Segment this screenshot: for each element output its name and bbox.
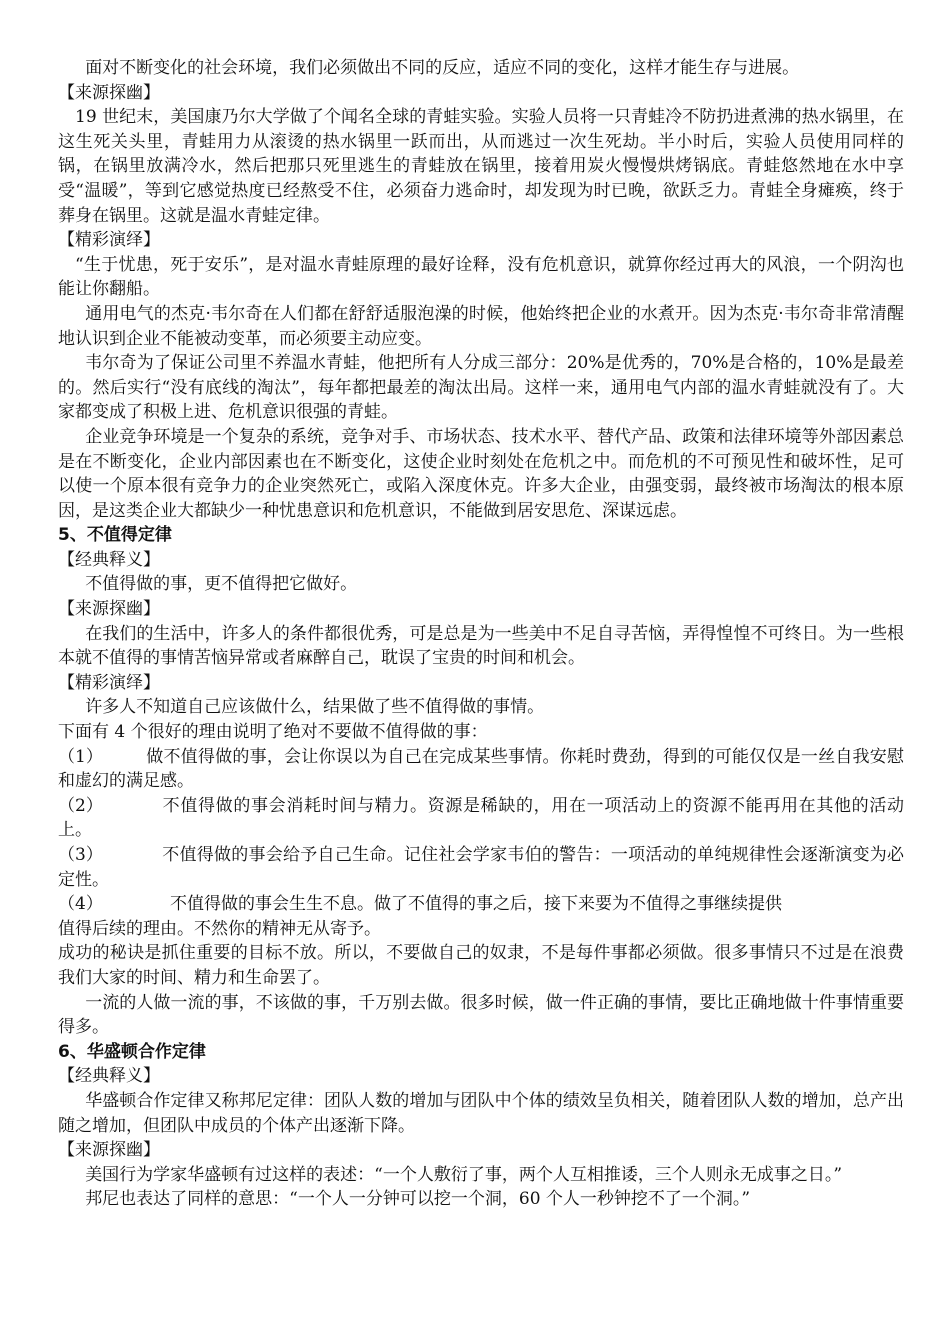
section-tag-source: 【来源探幽】 [58, 1140, 160, 1161]
list-item [58, 745, 904, 794]
paragraph: 华盛顿合作定律又称邦尼定律：团队人数的增加与团队中个体的绩效呈负相关，随着团队人数的增加，总产出随之增加，但团队中成员的个体产出逐渐下降。 [58, 1090, 904, 1136]
paragraph: 许多人不知道自己应该做什么，结果做了些不值得做的事情。 [85, 697, 545, 718]
paragraph: 韦尔奇为了保证公司里不养温水青蛙，他把所有人分成三部分：20%是优秀的，70%是合格的，10%是最差的。然后实行“没有底线的淘汰”，每年都把最差的淘汰出局。这样一来，通用电气内部的温水青蛙就没有了。大家都变成了积极上进、危机意识很强的青蛙。 [58, 353, 904, 423]
list-item-text: 不值得做的事会给予自己生命。记住社会学家韦伯的警告：一项活动的单纯规律性会逐渐演变为必定性。 [58, 845, 904, 890]
list-item-number: （1） [58, 746, 103, 767]
paragraph: 邦尼也表达了同样的意思：“一个人一分钟可以挖一个洞，60 个人一秒钟挖不了一个洞。” [85, 1189, 751, 1210]
paragraph: 通用电气的杰克·韦尔奇在人们都在舒舒适服泡澡的时候，他始终把企业的水煮开。因为杰克·韦尔奇非常清醒地认识到企业不能被动变革，而必须要主动应变。 [58, 303, 904, 349]
paragraph: “生于忧患，死于安乐”，是对温水青蛙原理的最好诠释，没有危机意识，就算你经过再大的风浪，一个阴沟也能让你翻船。 [58, 254, 904, 300]
list-item [58, 843, 904, 892]
list-item-text: 不值得做的事会消耗时间与精力。资源是稀缺的，用在一项活动上的资源不能再用在其他的活动上。 [58, 795, 904, 841]
list-item-text: 做不值得做的事，会让你误以为自己在完成某些事情。你耗时费劲，得到的可能仅仅是一丝自我安慰和虚幻的满足感。 [58, 746, 904, 792]
paragraph: 美国行为学家华盛顿有过这样的表述：“一个人敷衍了事，两个人互相推诿，三个人则永无成事之日。” [85, 1164, 843, 1185]
section-tag-definition: 【经典释义】 [58, 549, 160, 570]
paragraph: 值得后续的理由。不然你的精神无从寄予。 [58, 918, 381, 939]
list-item [58, 892, 904, 917]
list-item-number: （4） [58, 894, 103, 915]
section-tag-source: 【来源探幽】 [58, 82, 160, 103]
list-item [58, 794, 904, 843]
section-heading: 6、华盛顿合作定律 [58, 1041, 206, 1062]
section-heading: 5、不值得定律 [58, 525, 172, 546]
paragraph: 在我们的生活中，许多人的条件都很优秀，可是总是为一些美中不足自寻苦恼，弄得惶惶不可终日。为一些根本就不值得的事情苦恼异常或者麻醉自己，耽误了宝贵的时间和机会。 [58, 623, 904, 669]
paragraph: 19 世纪末，美国康乃尔大学做了个闻名全球的青蛙实验。实验人员将一只青蛙冷不防扔进煮沸的热水锅里，在这生死关头里，青蛙用力从滚烫的热水锅里一跃而出，从而逃过一次生死劫。半小时后，实验人员使用同样的锅，在锅里放满冷水，然后把那只死里逃生的青蛙放在锅里，接着用炭火慢慢烘烤锅底。青蛙悠然地在水中享受“温暖”，等到它感觉热度已经熬受不住，必须奋力逃命时，却发现为时已晚，欲跃乏力。青蛙全身瘫痪，终于葬身在锅里。这就是温水青蛙定律。 [58, 107, 904, 226]
paragraph: 下面有 4 个很好的理由说明了绝对不要做不值得做的事： [58, 722, 488, 743]
paragraph: 成功的秘诀是抓住重要的目标不放。所以，不要做自己的奴隶，不是每件事都必须做。很多事情只不过是在浪费我们大家的时间、精力和生命罢了。 [58, 943, 904, 988]
section-tag-definition: 【经典释义】 [58, 1066, 160, 1087]
list-item-number: （2） [58, 795, 103, 816]
paragraph: 不值得做的事，更不值得把它做好。 [85, 574, 358, 595]
section-tag-source: 【来源探幽】 [58, 599, 160, 620]
section-tag-interpretation: 【精彩演绎】 [58, 230, 160, 251]
list-item-number: （3） [58, 845, 103, 865]
paragraph: 一流的人做一流的事，不该做的事，千万别去做。很多时候，做一件正确的事情，要比正确地做十件事情重要得多。 [58, 992, 904, 1038]
list-item-text: 不值得做的事会生生不息。做了不值得的事之后，接下来要为不值得之事继续提供 [170, 894, 782, 915]
section-tag-interpretation: 【精彩演绎】 [58, 672, 160, 693]
paragraph: 企业竞争环境是一个复杂的系统，竞争对手、市场状态、技术水平、替代产品、政策和法律环境等外部因素总是在不断变化，企业内部因素也在不断变化，这使企业时刻处在危机之中。而危机的不可预见性和破坏性，足可以使一个原本很有竞争力的企业突然死亡，或陷入深度休克。许多大企业，由强变弱，最终被市场淘汰的根本原因，是这类企业大都缺少一种忧患意识和危机意识，不能做到居安思危、深谋远虑。 [58, 426, 904, 521]
paragraph: 面对不断变化的社会环境，我们必须做出不同的反应，适应不同的变化，这样才能生存与进展。 [85, 58, 800, 78]
